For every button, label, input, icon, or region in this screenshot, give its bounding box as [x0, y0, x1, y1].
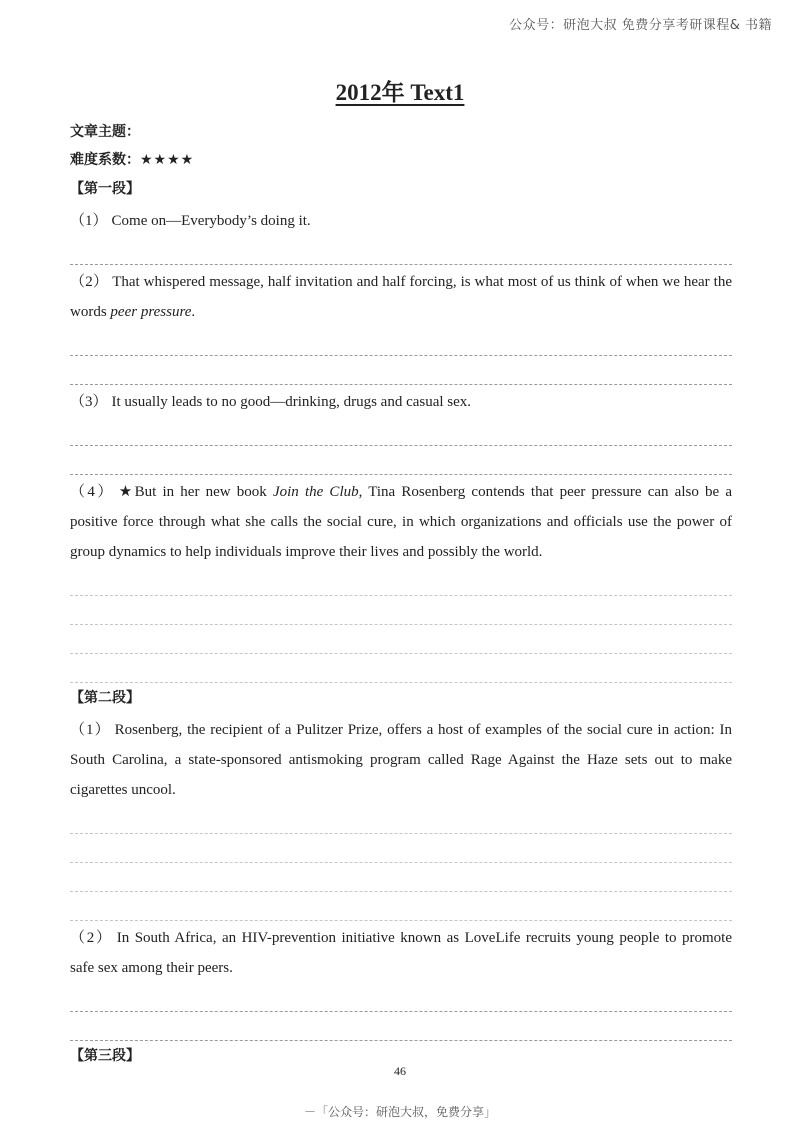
translation-line[interactable] — [70, 1012, 732, 1041]
sentence-number: （3） — [70, 394, 108, 410]
sentence-text: In South Africa, an HIV-prevention initiative known as LoveLife recruits young people to promote safe sex among their peers. — [70, 930, 732, 976]
p2-sentence-1 — [70, 715, 732, 805]
p1-sentence-2 — [70, 267, 732, 327]
topic-line — [70, 118, 732, 146]
page-title: 2012年 Text1 — [335, 80, 465, 105]
difficulty-stars: ★★★★ — [140, 152, 195, 168]
sentence-text-end: , Tina Rosenberg contends that peer pressure can also be a positive force through what she calls the social cure, in which organizations and officials use the power of group dynamics to help individuals improve their lives and possibly the world. — [70, 484, 732, 560]
translation-line[interactable] — [70, 892, 732, 921]
page-number: 46 — [394, 1064, 406, 1078]
difficulty-line — [70, 146, 732, 174]
sentence-italic-term: peer pressure — [110, 304, 192, 320]
topic-label: 文章主题： — [70, 124, 140, 140]
translation-line[interactable] — [70, 446, 732, 475]
difficulty-label: 难度系数： — [70, 152, 140, 168]
main-content — [70, 118, 732, 1071]
sentence-text: That whispered message, half invitation and half forcing, is what most of us think of when we hear the words — [70, 274, 732, 320]
translation-line[interactable] — [70, 654, 732, 683]
translation-line[interactable] — [70, 356, 732, 385]
sentence-italic-term: Join the Club — [272, 484, 359, 500]
translation-line[interactable] — [70, 417, 732, 446]
translation-line[interactable] — [70, 834, 732, 863]
sentence-text: Rosenberg, the recipient of a Pulitzer Prize, offers a host of examples of the social cure in action: In South Carolina, a state-sponsored antismoking program called Rage Against the Haze sets out to make cigarettes uncool. — [70, 722, 732, 798]
sentence-number: （2） — [70, 930, 113, 946]
p1-sentence-4 — [70, 477, 732, 567]
section-heading-2: 【第二段】 — [70, 690, 140, 706]
translation-line[interactable] — [70, 567, 732, 596]
sentence-text: Come on—Everybody’s doing it. — [111, 213, 311, 229]
sentence-number: （4） — [70, 484, 115, 500]
translation-line[interactable] — [70, 863, 732, 892]
section-heading-1: 【第一段】 — [70, 181, 140, 197]
header-watermark-text: 公众号：研泡大叔 免费分享考研课程& 书籍 — [509, 18, 772, 33]
footer-watermark-text: －「公众号：研泡大叔，免费分享」 — [303, 1105, 496, 1119]
translation-line[interactable] — [70, 625, 732, 654]
sentence-number: （1） — [70, 722, 111, 738]
sentence-number: （2） — [70, 274, 109, 290]
p1-sentence-3 — [70, 387, 732, 417]
translation-line[interactable] — [70, 805, 732, 834]
translation-line[interactable] — [70, 236, 732, 265]
translation-line[interactable] — [70, 327, 732, 356]
translation-line[interactable] — [70, 596, 732, 625]
sentence-number: （1） — [70, 213, 108, 229]
translation-line[interactable] — [70, 983, 732, 1012]
sentence-text: ★But in her new book — [118, 484, 273, 500]
p1-sentence-1 — [70, 206, 732, 236]
p2-sentence-2 — [70, 923, 732, 983]
sentence-text: It usually leads to no good—drinking, drugs and casual sex. — [111, 394, 472, 410]
section-heading-3: 【第三段】 — [70, 1048, 140, 1064]
sentence-text-end: . — [191, 304, 196, 320]
